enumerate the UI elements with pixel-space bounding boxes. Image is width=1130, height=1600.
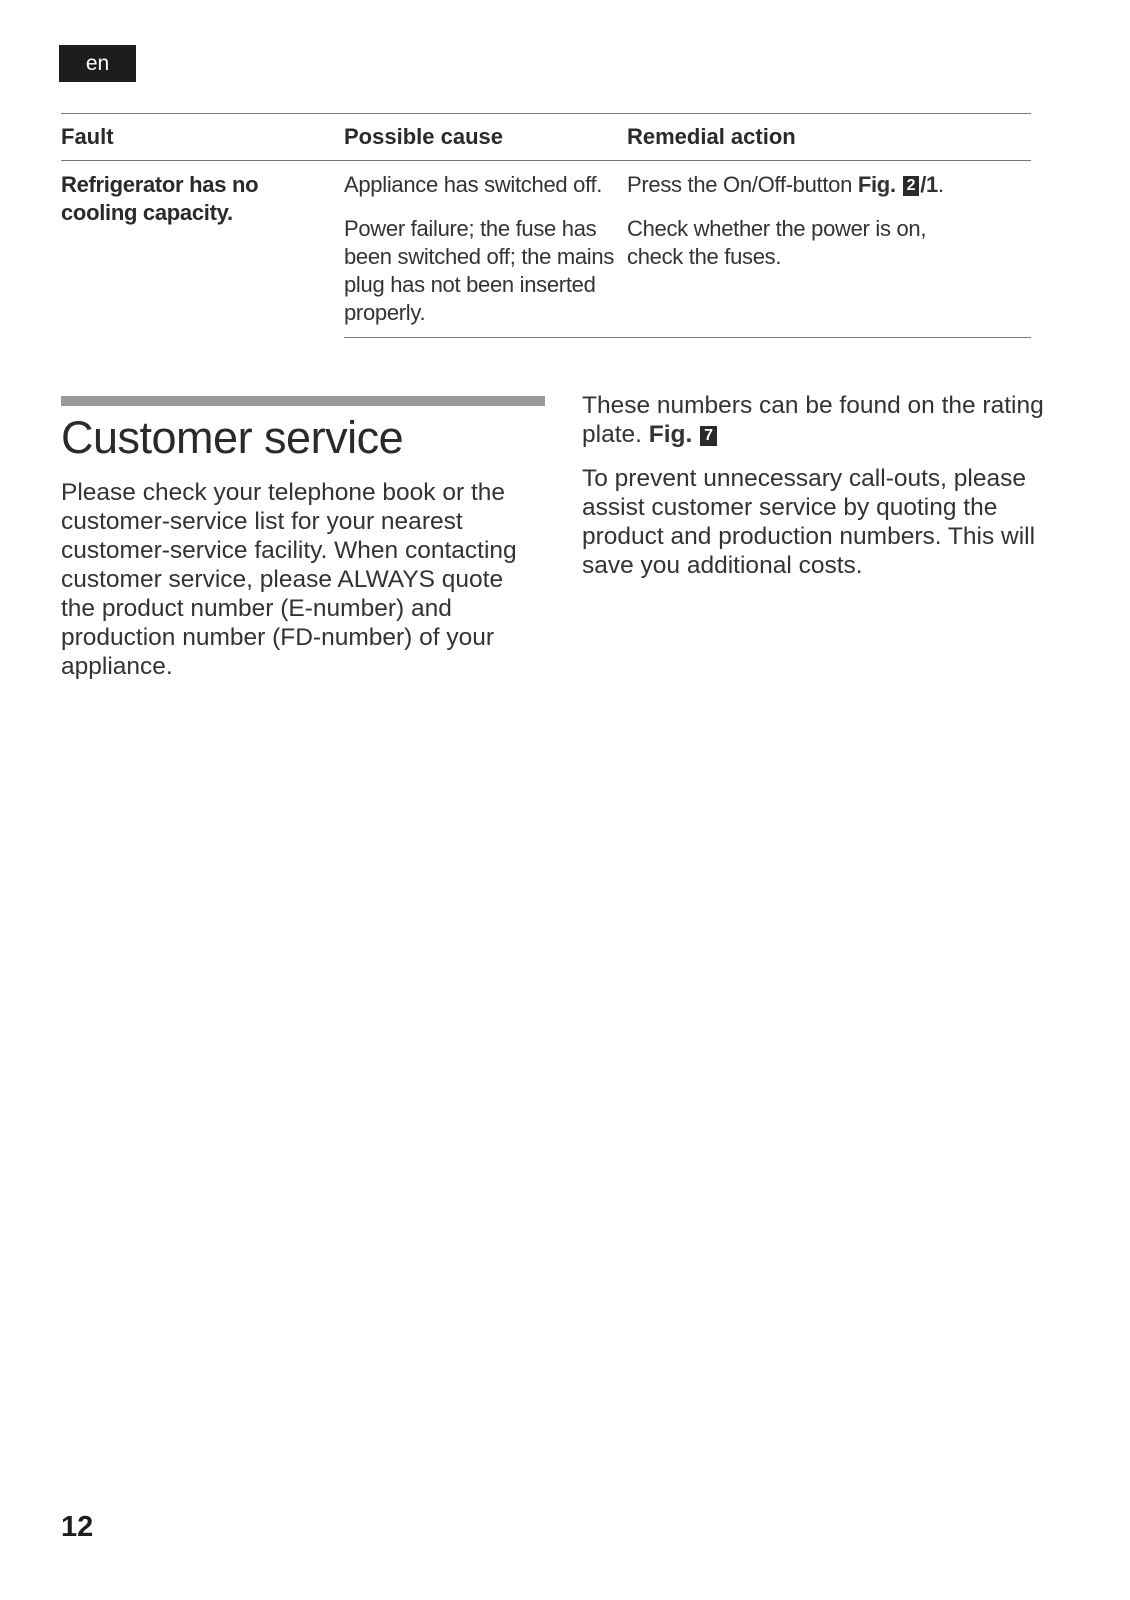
figure-reference-badge: 2 xyxy=(903,176,920,196)
cause-cell: Power failure; the fuse has been switched off; the mains plug has not been inserted properly. xyxy=(344,215,627,338)
fault-cell xyxy=(61,161,344,338)
rating-plate-paragraph xyxy=(582,391,1062,449)
fault-table xyxy=(61,113,1031,338)
fault-table-container xyxy=(61,113,1031,338)
action-text: Check whether the power is on, check the fuses. xyxy=(627,216,927,269)
rating-plate-text: These numbers can be found on the rating plate. xyxy=(582,392,1044,448)
fault-text: Refrigerator has no cooling capacity. xyxy=(61,172,259,225)
action-cell xyxy=(627,161,1031,216)
fig-label: Fig. xyxy=(857,172,896,197)
customer-service-paragraph: Please check your telephone book or the customer-service list for your nearest customer-service facility. When contacting customer service, please ALWAYS quote the product number (E-number) and production number (FD-number) of your appliance. xyxy=(61,479,517,680)
section-divider-bar xyxy=(61,396,545,406)
action-end: . xyxy=(937,172,944,197)
fault-table-header-row xyxy=(61,114,1031,161)
fig-suffix: /1 xyxy=(920,172,938,197)
right-column xyxy=(582,391,1062,580)
page-number: 12 xyxy=(61,1511,94,1543)
fig-label: Fig. xyxy=(648,421,693,448)
language-tag: en xyxy=(59,45,136,82)
header-possible-cause: Possible cause xyxy=(344,114,627,161)
section-title: Customer service xyxy=(61,412,404,463)
header-remedial-action: Remedial action xyxy=(627,114,1031,161)
header-fault: Fault xyxy=(61,114,344,161)
figure-reference-badge: 7 xyxy=(700,426,717,446)
cause-cell: Appliance has switched off. xyxy=(344,172,603,197)
call-out-paragraph: To prevent unnecessary call-outs, please assist customer service by quoting the product and production numbers. This will save you additional costs. xyxy=(582,465,1036,579)
action-cell xyxy=(627,215,1031,338)
action-text: Press the On/Off-button xyxy=(627,172,858,197)
table-row xyxy=(61,161,1031,216)
